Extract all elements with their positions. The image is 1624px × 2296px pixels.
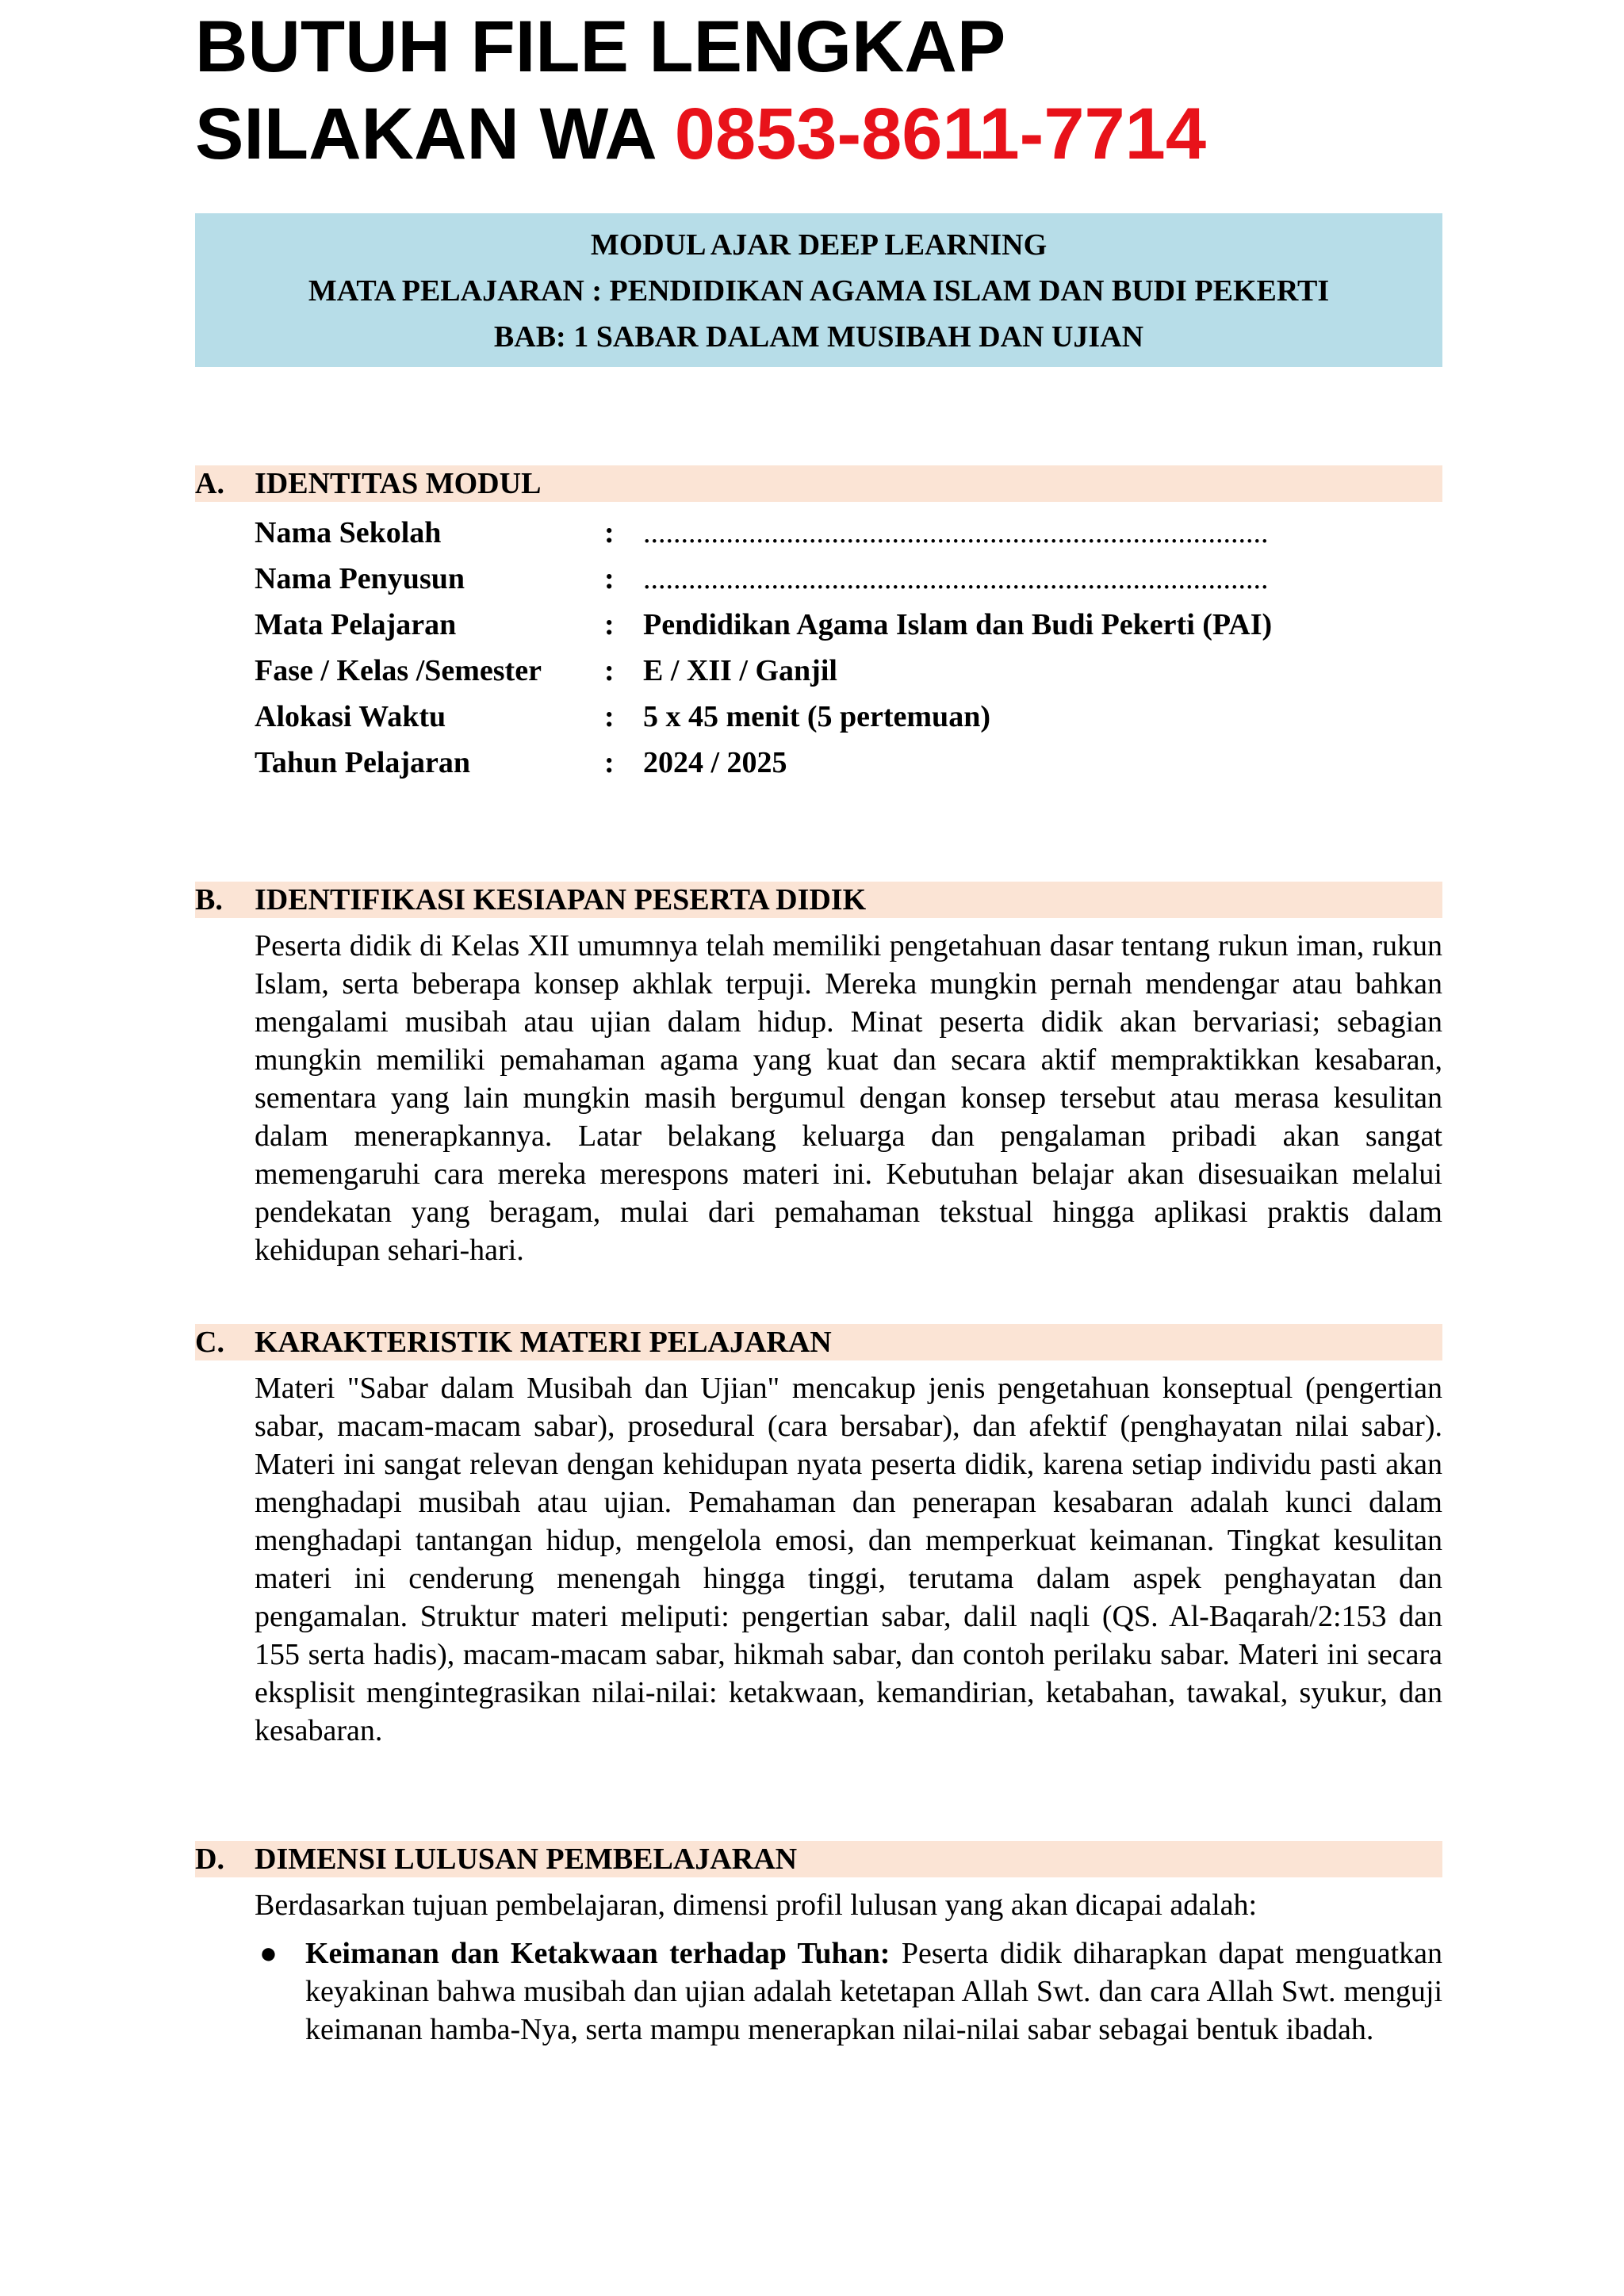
identity-label: Nama Penyusun <box>255 562 465 595</box>
section-letter: C. <box>195 1326 224 1359</box>
identity-value: E / XII / Ganjil <box>643 654 837 687</box>
section-letter: D. <box>195 1843 224 1876</box>
title-line-1: MODUL AJAR DEEP LEARNING <box>590 228 1048 262</box>
section-title: IDENTITAS MODUL <box>255 467 542 500</box>
bullet-icon: ● <box>259 1937 278 1970</box>
section-letter: B. <box>195 883 223 916</box>
identity-label: Alokasi Waktu <box>255 700 446 733</box>
identity-label: Mata Pelajaran <box>255 608 457 641</box>
promo-line-1: BUTUH FILE LENGKAP <box>195 6 1006 87</box>
section-c-heading <box>195 1324 1442 1360</box>
identity-colon: : <box>604 608 615 641</box>
identity-colon: : <box>604 654 615 687</box>
identity-value: 2024 / 2025 <box>643 746 787 779</box>
whatsapp-number[interactable]: 0853-8611-7714 <box>674 94 1206 174</box>
identity-label: Nama Sekolah <box>255 516 442 549</box>
identity-colon: : <box>604 700 615 733</box>
identity-colon: : <box>604 746 615 779</box>
promo-line-2 <box>195 90 1206 178</box>
identity-label: Fase / Kelas /Semester <box>255 654 542 687</box>
section-b-heading <box>195 882 1442 918</box>
section-b-body: Peserta didik di Kelas XII umumnya telah memiliki pengetahuan dasar tentang rukun iman, rukun Islam, serta beberapa konsep akhlak terpuji. Mereka mungkin pernah mendengar atau bahkan mengalami musibah atau ujian dalam hidup. Minat peserta didik akan bervariasi; sebagian mungkin memiliki pemahaman agama yang kuat dan secara aktif mempraktikkan kesabaran, sementara yang lain mungkin masih bergumul dengan konsep tersebut atau merasa kesulitan dalam menerapkannya. Latar belakang keluarga dan pengalaman pribadi akan sangat memengaruhi cara mereka merespons materi ini. Kebutuhan belajar akan disesuaikan melalui pendekatan yang beragam, mulai dari pemahaman tekstual hingga aplikasi praktis dalam kehidupan sehari-hari. <box>255 929 1442 1267</box>
bullet-description: Peserta didik diharapkan dapat menguatkan keyakinan bahwa musibah dan ujian adalah ketetapan Allah Swt. dan cara Allah Swt. menguji keimanan hamba-Nya, serta mampu menerapkan nilai-nilai sabar sebagai bentuk ibadah. <box>305 1937 1442 2046</box>
section-d-heading <box>195 1841 1442 1877</box>
module-title-box <box>195 213 1442 367</box>
title-line-2: MATA PELAJARAN : PENDIDIKAN AGAMA ISLAM DAN BUDI PEKERTI <box>308 274 1330 308</box>
identity-colon: : <box>604 562 615 595</box>
identity-value: Pendidikan Agama Islam dan Budi Pekerti (PAI) <box>643 608 1273 641</box>
list-item <box>255 1934 1442 2049</box>
section-c-body: Materi "Sabar dalam Musibah dan Ujian" mencakup jenis pengetahuan konseptual (pengertian sabar, macam-macam sabar), prosedural (cara bersabar), dan afektif (penghayatan nilai sabar). Materi ini sangat relevan dengan kehidupan nyata peserta didik, karena setiap individu pasti akan menghadapi musibah atau ujian. Pemahaman dan penerapan kesabaran adalah kunci dalam menghadapi tantangan hidup, mengelola emosi, dan memperkuat keimanan. Tingkat kesulitan materi ini cenderung menengah hingga tinggi, terutama dalam aspek penghayatan dan pengamalan. Struktur materi meliputi: pengertian sabar, dalil naqli (QS. Al-Baqarah/2:153 dan 155 serta hadis), macam-macam sabar, hikmah sabar, dan contoh perilaku sabar. Materi ini secara eksplisit mengintegrasikan nilai-nilai: ketakwaan, kemandirian, ketabahan, tawakal, syukur, dan kesabaran. <box>255 1372 1442 1747</box>
promo-banner <box>195 3 1206 178</box>
section-title: IDENTIFIKASI KESIAPAN PESERTA DIDIK <box>255 883 867 916</box>
bullet-text <box>305 1934 1442 2049</box>
section-title: KARAKTERISTIK MATERI PELAJARAN <box>255 1326 832 1359</box>
identity-colon: : <box>604 516 615 549</box>
title-line-3: BAB: 1 SABAR DALAM MUSIBAH DAN UJIAN <box>493 320 1144 354</box>
bullet-title: Keimanan dan Ketakwaan terhadap Tuhan: <box>305 1937 891 1970</box>
section-title: DIMENSI LULUSAN PEMBELAJARAN <box>255 1843 798 1876</box>
identity-value: 5 x 45 menit (5 pertemuan) <box>643 700 990 733</box>
section-d-intro: Berdasarkan tujuan pembelajaran, dimensi profil lulusan yang akan dicapai adalah: <box>255 1888 1258 1922</box>
identity-value-blank: ................................................................................... <box>643 562 1269 595</box>
promo-prefix: SILAKAN WA <box>195 94 675 174</box>
section-letter: A. <box>195 467 224 500</box>
section-a-heading <box>195 465 1442 502</box>
identity-label: Tahun Pelajaran <box>255 746 471 779</box>
identity-value-blank: ................................................................................... <box>643 516 1269 549</box>
